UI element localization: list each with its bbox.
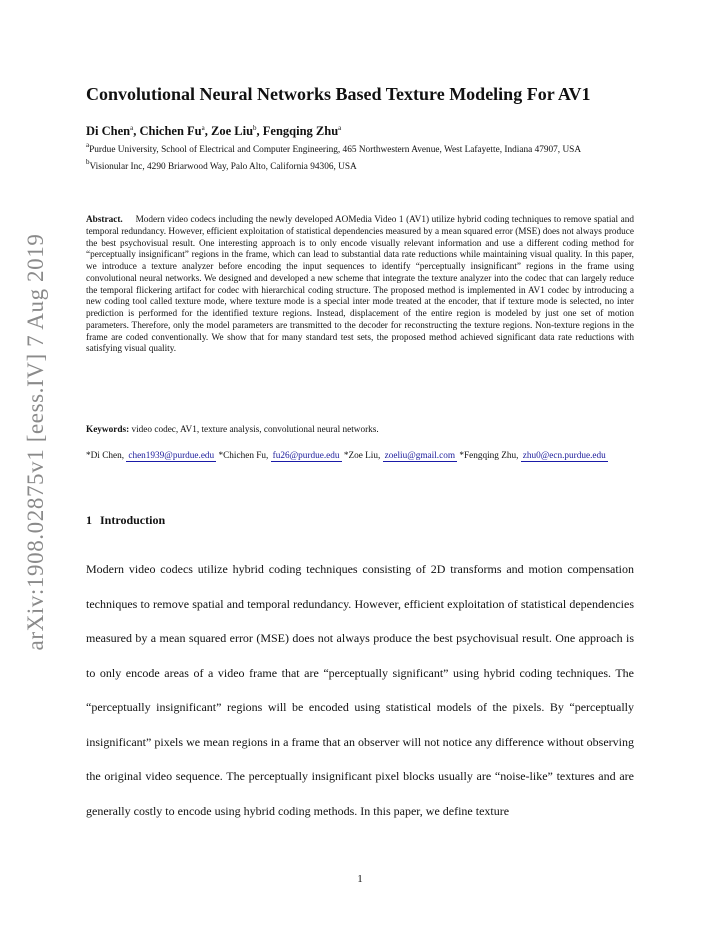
keywords-label: Keywords:	[86, 425, 130, 435]
intro-paragraph: Modern video codecs utilize hybrid coding techniques consisting of 2D transforms and motion compensation techniques to remove spatial and temporal redundancy. However, efficient exploitation of statistical dependencies measured by a mean squared error (MSE) does not always produce the best psychovisual result. One approach is to only encode areas of a video frame that are “perceptually significant” using hybrid coding techniques. The “perceptually insignificant” regions will be encoded using statistical models of the pixels. By “perceptually insignificant” pixels we mean regions in a frame that an observer will not notice any difference without observing the original video sequence. The perceptually insignificant pixel blocks usually are “noise-like” textures and are generally costly to encode using hybrid coding methods. In this paper, we define texture	[86, 562, 634, 818]
email-link[interactable]: fu26@purdue.edu	[272, 451, 340, 461]
section-number: 1	[86, 513, 92, 527]
keywords	[86, 425, 634, 435]
email-link[interactable]: zhu0@ecn.purdue.edu	[522, 451, 606, 461]
contact-name: *Zoe Liu,	[343, 451, 381, 461]
author-affil-mark: a	[201, 124, 205, 132]
paper-title: Convolutional Neural Networks Based Texture Modeling For AV1	[86, 84, 591, 104]
contact-emails	[86, 449, 634, 464]
author-affil-mark: a	[338, 124, 342, 132]
contact-name: *Fengqing Zhu,	[459, 451, 519, 461]
author-list: Di Chen$^a$, Chichen Fu$^a$, Zoe Liu$^b$, Fengqing Zhu$^a$	[86, 124, 342, 138]
author-name: Di Chen	[86, 124, 131, 138]
email-link[interactable]: chen1939@purdue.edu	[128, 451, 215, 461]
affiliations	[86, 139, 634, 174]
author-name: Fengqing Zhu	[262, 124, 339, 138]
abstract-label: Abstract.	[86, 215, 123, 225]
author-name: Chichen Fu	[139, 124, 202, 138]
page-number: 1	[357, 873, 363, 885]
section-heading	[86, 513, 165, 528]
author-name: Zoe Liu	[211, 124, 254, 138]
section-title: Introduction	[100, 513, 166, 527]
abstract-text: Modern video codecs including the newly developed AOMedia Video 1 (AV1) utilize hybrid coding techniques to remove spatial and temporal redundancy. However, efficient exploitation of statistical dependencies measured by a mean squared error (MSE) does not always produce the best psychovisual result. One interesting approach is to only encode visually relevant information and use a different coding method for “perceptually insignificant” regions in the frame, which can lead to substantial data rate reductions while maintaining visual quality. In this paper, we introduce a texture analyzer before encoding the input sequences to identify “perceptually insignificant” regions in the frame using convolutional neural networks. We designed and developed a new scheme that integrate the texture analyzer into the codec that can largely reduce the temporal flickering artifact for codec with hierarchical coding structure. The proposed method is implemented in AV1 codec by introducing a new coding tool called texture mode, where texture mode is a special inter mode treated at the encoder, that if texture mode is selected, no inter prediction is performed for the identified texture regions. Instead, displacement of the entire region is modeled by just one set of motion parameters. Therefore, only the model parameters are transmitted to the decoder for reconstructing the texture regions. Non-texture regions in the frame are coded conventionally. We show that for many standard test sets, the proposed method achieved significant data rate reductions with satisfying visual quality.	[86, 215, 635, 355]
contact-name: *Chichen Fu,	[218, 451, 269, 461]
contact-name: *Di Chen,	[86, 451, 125, 461]
affiliation-b: $^b$Visionular Inc, 4290 Briarwood Way, Palo Alto, California 94306, USA	[86, 158, 357, 173]
keywords-text: video codec, AV1, texture analysis, convolutional neural networks.	[131, 425, 379, 435]
arxiv-identifier: arXiv:1908.02875v1 [eess.IV] 7 Aug 2019	[23, 233, 48, 651]
abstract	[86, 215, 634, 356]
email-link[interactable]: zoeliu@gmail.com	[384, 451, 456, 461]
author-affil-mark: a	[130, 124, 134, 132]
author-affil-mark: b	[253, 124, 257, 132]
arxiv-sidebar	[14, 232, 58, 652]
affiliation-a: $^a$Purdue University, School of Electrical and Computer Engineering, 465 Northwestern Avenue, West Lafayette, Indiana 47907, USA	[86, 141, 582, 155]
